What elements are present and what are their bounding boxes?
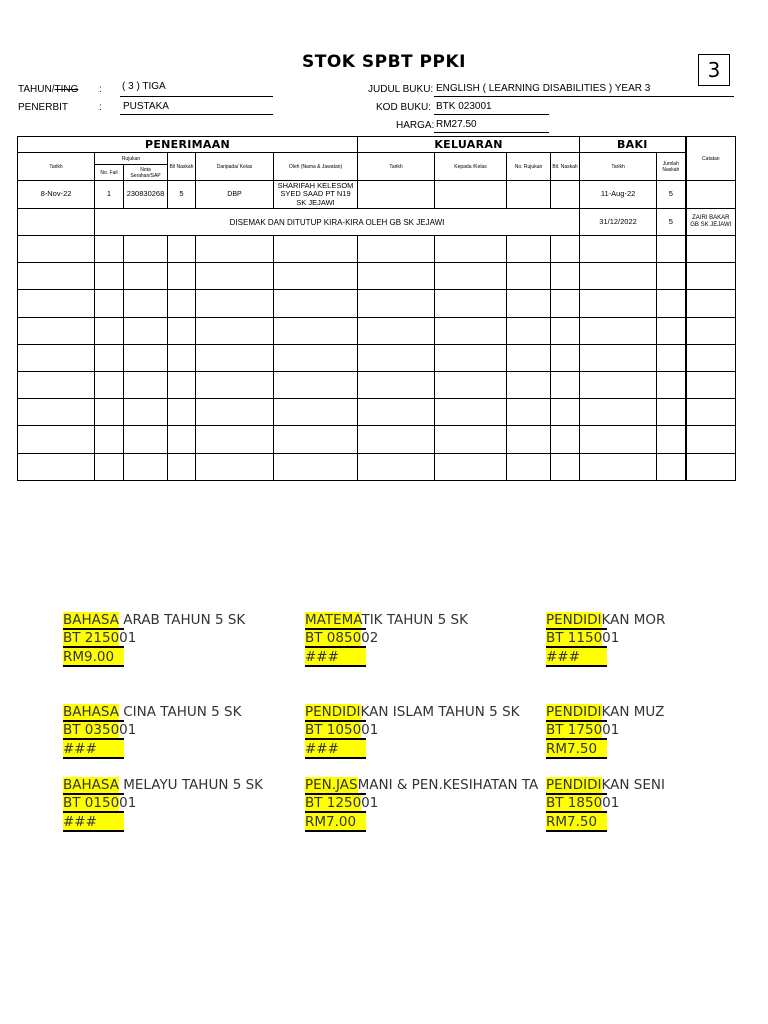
baki-header: BAKI [580,137,686,153]
table-cell [657,453,686,480]
table-cell [168,399,196,426]
book-title-rest: MANI & PEN.KESIHATAN TA [357,777,539,793]
table-cell [124,371,168,398]
table-cell [551,344,580,371]
row1-no-fail: 1 [95,181,124,209]
row1-kepada [435,181,507,209]
underline [63,793,124,795]
table-cell [274,399,358,426]
table-cell [435,290,507,317]
book-title-rest: ARAB TAHUN 5 SK [118,612,246,628]
table-cell [196,290,274,317]
table-cell [507,399,551,426]
column-header-row-1 [18,153,736,165]
table-row [18,453,736,480]
book-title-rest: KAN MUZ [601,704,665,720]
book-entry [63,776,301,834]
book-title [305,776,538,794]
keluaran-header: KELUARAN [358,137,580,153]
table-cell [124,344,168,371]
table-cell [657,263,686,290]
table-cell [551,263,580,290]
table-cell [551,426,580,453]
table-cell [358,426,435,453]
no-fail-header: No. Fail [95,165,124,181]
table-cell [168,317,196,344]
book-title-highlight: PENDIDI [546,612,602,628]
table-cell [95,236,124,263]
underline [63,665,124,667]
table-cell [124,399,168,426]
table-cell [358,317,435,344]
table-cell [196,263,274,290]
penerbit-value: PUSTAKA [120,101,273,115]
table-cell [124,426,168,453]
table-row [18,426,736,453]
book-entry [546,611,670,669]
book-title-rest: CINA TAHUN 5 SK [118,704,242,720]
book-code-rest: 01 [119,630,137,646]
book-price-value: RM7.50 [546,813,607,831]
book-title-highlight: PENDIDI [546,704,602,720]
book-code [305,721,378,739]
table-cell [686,344,736,371]
table-cell [168,290,196,317]
penerimaan-header: PENERIMAAN [18,137,358,153]
table-cell [18,399,95,426]
book-code-highlight: BT 1050 [305,722,362,738]
row1-jumlah: 5 [657,181,686,209]
book-title [546,776,665,794]
table-cell [435,426,507,453]
table-cell [580,426,657,453]
table-cell [274,426,358,453]
jumlah-naskah-header: Jumlah Naskah [657,153,686,181]
table-row [18,236,736,263]
row1-k-tarikh [358,181,435,209]
table-cell [686,371,736,398]
book-title-highlight: PENDIDI [305,704,361,720]
underline [305,628,366,630]
catatan-header: Catatan [686,137,736,181]
underline [305,720,366,722]
book-title-highlight: MATEMA [305,612,362,628]
table-cell [580,453,657,480]
table-cell [95,426,124,453]
table-cell [435,317,507,344]
kod-label: KOD BUKU: [376,102,432,113]
table-cell [18,290,95,317]
table-cell [196,371,274,398]
table-cell [551,290,580,317]
book-price-value: RM9.00 [63,648,124,666]
harga-label: HARGA: [396,120,435,131]
table-cell [435,399,507,426]
book-price [305,648,366,666]
table-cell [580,344,657,371]
table-cell [274,236,358,263]
underline [546,793,607,795]
book-title-rest: KAN SENI [601,777,665,793]
table-cell [657,371,686,398]
table-cell [507,426,551,453]
table-cell [551,236,580,263]
table-cell [580,371,657,398]
penerbit-label: PENERBIT [18,102,69,113]
book-title-rest: KAN MOR [601,612,666,628]
table-cell [124,263,168,290]
book-price-value: RM7.50 [546,740,607,758]
table-cell [274,453,358,480]
table-cell [18,236,95,263]
book-code [305,629,378,647]
underline [305,665,366,667]
table-cell [358,371,435,398]
penerbit-colon: : [99,102,102,113]
table-cell [95,399,124,426]
underline [305,830,366,832]
row1-baki-tarikh: 11-Aug-22 [580,181,657,209]
table-cell [18,263,95,290]
table-cell [686,290,736,317]
table-row [18,344,736,371]
rujukan-header: Rujukan [95,153,168,165]
table-cell [124,236,168,263]
keluaran-bil-header: Bil. Naskah [551,153,580,181]
table-cell [657,426,686,453]
table-cell [124,290,168,317]
table-cell [274,344,358,371]
underline [546,628,607,630]
underline [63,720,124,722]
book-price [546,648,607,666]
book-code [63,721,136,739]
table-cell [168,371,196,398]
row2-baki-tarikh: 31/12/2022 [580,209,657,236]
underline [63,738,124,740]
book-price-value: ### [305,648,366,666]
table-cell [18,317,95,344]
book-price-value: RM7.00 [305,813,366,831]
row1-oleh: SHARIFAH KELESOM SYED SAAD PT N19 SK JEJAWI [274,181,358,209]
book-title-highlight: BAHASA [63,612,119,628]
table-cell [358,344,435,371]
table-cell [274,371,358,398]
oleh-header: Oleh (Nama & Jawatan) [274,153,358,181]
book-code [63,794,136,812]
table-cell [95,371,124,398]
kepada-header: Kepada /Kelas [435,153,507,181]
ting-struck-text: TING [54,84,79,95]
table-cell [507,263,551,290]
table-cell [507,344,551,371]
empty-rows [18,236,736,481]
daripada-header: Daripada/ Kelas [196,153,274,181]
underline [63,646,124,648]
table-cell [196,453,274,480]
underline [546,665,607,667]
book-code-rest: 02 [361,630,379,646]
table-cell [358,453,435,480]
book-code-rest: 01 [361,722,379,738]
underline [305,793,366,795]
book-title-rest: KAN ISLAM TAHUN 5 SK [360,704,520,720]
kod-value: BTK 023001 [434,101,549,115]
table-cell [435,236,507,263]
book-title-highlight: PENDIDI [546,777,602,793]
table-cell [18,344,95,371]
book-code-rest: 01 [119,722,137,738]
page-number-box: 3 [698,54,730,86]
book-title-rest: MELAYU TAHUN 5 SK [118,777,264,793]
table-cell [551,399,580,426]
page-title: STOK SPBT PPKI [302,52,466,72]
book-code-rest: 01 [361,795,379,811]
book-entry [546,703,670,761]
book-title [63,703,241,721]
table-cell [168,263,196,290]
underline [546,757,607,759]
book-code-highlight: BT 2150 [63,630,120,646]
section-header-row [18,137,736,153]
book-title [546,703,664,721]
stock-table [17,136,736,481]
table-row [18,181,736,209]
table-row [18,317,736,344]
row2-catatan: ZAIRI BAKAR GB SK JEJAWI [686,209,736,236]
book-entry [305,776,545,834]
row2-tarikh [18,209,95,236]
underline [63,757,124,759]
underline [546,738,607,740]
underline [546,830,607,832]
book-code [305,794,378,812]
book-code-rest: 01 [119,795,137,811]
underline [305,757,366,759]
book-title [546,611,665,629]
table-cell [686,317,736,344]
table-cell [196,317,274,344]
table-cell [435,263,507,290]
book-price [63,648,124,666]
table-cell [358,290,435,317]
table-cell [358,263,435,290]
book-entry [305,703,545,761]
book-title [63,776,263,794]
book-price [63,813,124,831]
underline [305,738,366,740]
book-price [305,740,366,758]
table-cell [168,453,196,480]
book-entry [305,611,545,669]
tahun-label-text: TAHUN/ [18,84,55,95]
book-price-value: ### [63,740,124,758]
table-cell [196,399,274,426]
table-cell [580,290,657,317]
book-code-highlight: BT 1750 [546,722,603,738]
table-row [18,399,736,426]
book-entry [546,776,670,834]
table-cell [580,399,657,426]
book-price-value: ### [546,648,607,666]
table-cell [95,317,124,344]
tahun-label [18,84,78,95]
table-cell [274,263,358,290]
book-code-highlight: BT 1150 [546,630,603,646]
table-cell [580,263,657,290]
book-title-rest: TIK TAHUN 5 SK [361,612,468,628]
row1-daripada: DBP [196,181,274,209]
table-cell [551,317,580,344]
keluaran-tarikh-header: Tarikh [358,153,435,181]
table-row [18,371,736,398]
table-cell [124,317,168,344]
table-cell [657,290,686,317]
book-price-value: ### [63,813,124,831]
table-cell [18,453,95,480]
harga-value: RM27.50 [434,119,549,133]
table-cell [95,453,124,480]
book-code [546,721,619,739]
row1-k-bil [551,181,580,209]
row1-no-rujukan [507,181,551,209]
book-code-rest: 01 [602,795,620,811]
book-price [546,740,607,758]
table-cell [196,344,274,371]
table-cell [657,236,686,263]
nota-serahan-header: Nota Serahan/SAP [124,165,168,181]
book-entry [63,611,301,669]
book-code [546,629,619,647]
book-code-highlight: BT 0350 [63,722,120,738]
tarikh-header: Tarikh [18,153,95,181]
table-cell [95,263,124,290]
book-entry [63,703,301,761]
no-rujukan-header: No. Rujukan [507,153,551,181]
table-row [18,263,736,290]
table-cell [507,236,551,263]
book-title [305,611,468,629]
table-cell [168,426,196,453]
underline [305,811,366,813]
book-title-highlight: BAHASA [63,704,119,720]
book-code-highlight: BT 1850 [546,795,603,811]
table-cell [95,290,124,317]
row2-jumlah: 5 [657,209,686,236]
underline [546,646,607,648]
underline [305,646,366,648]
table-cell [686,236,736,263]
row1-bil: 5 [168,181,196,209]
table-cell [124,453,168,480]
book-code-highlight: BT 0850 [305,630,362,646]
book-code [63,629,136,647]
book-code-highlight: BT 1250 [305,795,362,811]
table-cell [657,317,686,344]
book-price [305,813,366,831]
table-cell [435,453,507,480]
bil-naskah-header: Bil Naskah [168,153,196,181]
table-cell [95,344,124,371]
book-code-highlight: BT 0150 [63,795,120,811]
table-cell [168,236,196,263]
table-cell [507,317,551,344]
table-row [18,209,736,236]
table-cell [551,371,580,398]
underline [63,830,124,832]
book-price [63,740,124,758]
table-cell [686,263,736,290]
row1-nota: 230830268 [124,181,168,209]
table-cell [686,399,736,426]
table-cell [168,344,196,371]
table-cell [18,426,95,453]
table-cell [686,426,736,453]
table-cell [358,399,435,426]
row1-tarikh: 8-Nov-22 [18,181,95,209]
baki-tarikh-header: Tarikh [580,153,657,181]
underline [546,811,607,813]
table-cell [435,371,507,398]
table-cell [580,236,657,263]
table-cell [657,344,686,371]
underline [546,720,607,722]
tahun-value: ( 3 ) TIGA [120,81,273,97]
table-cell [18,371,95,398]
book-price-value: ### [305,740,366,758]
book-title-highlight: PEN.JAS [305,777,358,793]
table-cell [507,290,551,317]
row2-note: DISEMAK DAN DITUTUP KIRA-KIRA OLEH GB SK JEJAWI [95,209,580,236]
underline [63,628,124,630]
table-cell [657,399,686,426]
table-cell [580,317,657,344]
book-title [63,611,245,629]
table-cell [435,344,507,371]
judul-value: ENGLISH ( LEARNING DISABILITIES ) YEAR 3 [434,83,734,97]
book-code [546,794,619,812]
table-row [18,290,736,317]
book-price [546,813,607,831]
judul-label: JUDUL BUKU: [368,84,434,95]
book-title-highlight: BAHASA [63,777,119,793]
table-cell [274,290,358,317]
underline [63,811,124,813]
table-cell [507,371,551,398]
table-cell [551,453,580,480]
table-cell [507,453,551,480]
table-cell [686,453,736,480]
book-code-rest: 01 [602,722,620,738]
book-code-rest: 01 [602,630,620,646]
table-cell [358,236,435,263]
book-title [305,703,520,721]
table-cell [196,236,274,263]
table-cell [196,426,274,453]
table-cell [274,317,358,344]
tahun-colon: : [99,84,102,95]
row1-catatan [686,181,736,209]
